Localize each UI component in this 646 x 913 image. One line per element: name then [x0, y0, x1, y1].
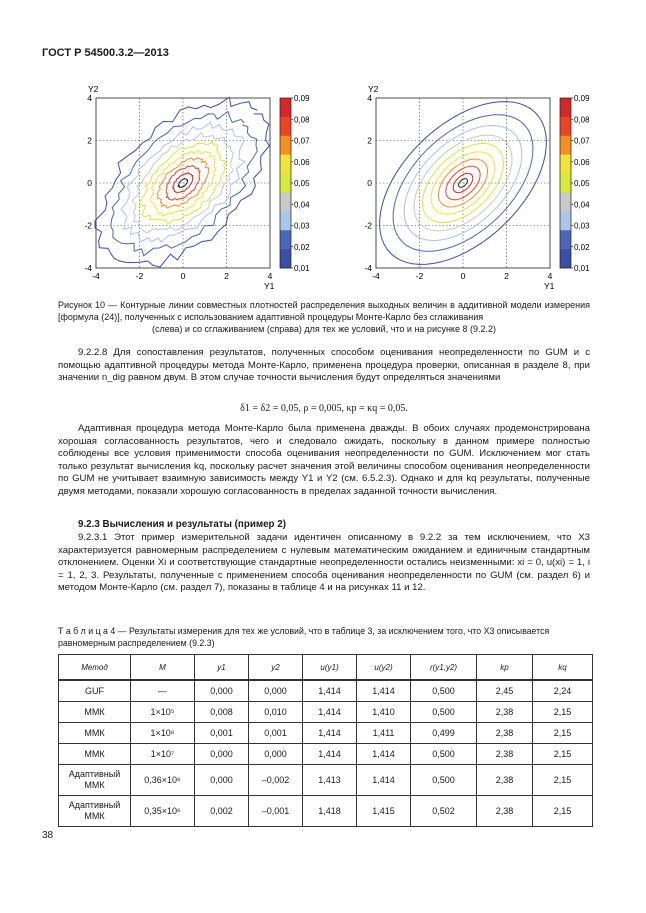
table-cell: 2,15 [533, 744, 593, 765]
table-cell: –0,002 [249, 765, 303, 796]
table-cell: 1×10⁶ [131, 723, 195, 744]
x-tick-label: 0 [180, 271, 186, 281]
table-cell: 1,411 [357, 723, 411, 744]
y-tick-label: -4 [364, 263, 372, 273]
table-cell: 1,410 [357, 702, 411, 723]
y-axis-label: Y2 [88, 84, 99, 94]
colorbar-segment [280, 155, 291, 174]
colorbar-tick-label: 0,03 [574, 221, 590, 231]
table-cell: 0,001 [249, 723, 303, 744]
colorbar-tick-label: 0,03 [294, 221, 310, 231]
y-tick-label: -2 [364, 220, 372, 231]
section-heading-9-2-3: 9.2.3 Вычисления и результаты (пример 2) [78, 519, 286, 530]
x-tick-label: 2 [504, 271, 509, 281]
x-tick-label: 4 [547, 271, 553, 281]
table-header-cell: u(y1) [303, 655, 357, 681]
x-tick-label: -2 [415, 271, 424, 281]
table-cell: 0,500 [411, 744, 477, 765]
table-cell: ММК [59, 744, 131, 765]
table-header-cell: kq [533, 655, 593, 681]
table-cell: — [131, 680, 195, 702]
table-cell: 1,413 [303, 765, 357, 796]
table-row [59, 765, 593, 796]
table-cell: 1,414 [303, 744, 357, 765]
table-cell: –0,001 [249, 796, 303, 827]
colorbar-segment [560, 249, 571, 268]
table-header-cell: y2 [249, 655, 303, 681]
x-tick-label: 2 [224, 271, 229, 281]
table-cell: 1,414 [303, 723, 357, 744]
y-tick-label: 2 [367, 135, 372, 146]
colorbar-segment [280, 211, 291, 230]
table-cell: 2,38 [477, 765, 533, 796]
x-axis-label: Y1 [544, 281, 555, 291]
table-cell: 1,415 [357, 796, 411, 827]
table-row [59, 702, 593, 723]
contour-plot-smoothed [320, 78, 600, 294]
table-cell: 2,38 [477, 796, 533, 827]
colorbar-segment [560, 211, 571, 230]
colorbar-tick-label: 0,02 [294, 242, 310, 252]
colorbar-segment [560, 98, 571, 117]
colorbar-segment [280, 98, 291, 117]
table-cell: 1×10⁵ [131, 702, 195, 723]
table-header-cell: y1 [195, 655, 249, 681]
table-cell: Адаптивный ММК [59, 796, 131, 827]
paragraph-9-2-3-1: 9.2.3.1 Этот пример измерительной задачи идентичен описанному в 9.2.2 за тем исключением, что X3 характеризуется равномерным распределением с нулевым математическим ожиданием и единичным стандартным отклонением. Оценки Xi и соответствующие стандартные неопределенности остались неизменными: xi = 0, u(xi) = 1, i = 1, 2, 3. Результаты, полученные с применением способа оценивания неопределенности по GUM (см. раздел 6) и методом Монте-Карло (см. раздел 7), показаны в таблице 4 и на рисунках 11 и 12. [58, 532, 590, 594]
figure-caption [58, 299, 590, 336]
table-cell: 0,35×10⁶ [131, 796, 195, 827]
table-cell: 0,000 [195, 744, 249, 765]
table-row [59, 744, 593, 765]
table-header-cell: Метод [59, 655, 131, 681]
colorbar-segment [280, 174, 291, 193]
table-cell: 0,002 [195, 796, 249, 827]
table-cell: GUF [59, 680, 131, 702]
results-table [58, 654, 593, 827]
colorbar-segment [280, 117, 291, 136]
colorbar-tick-label: 0,02 [574, 242, 590, 252]
y-tick-label: 0 [367, 178, 372, 188]
x-tick-label: 0 [460, 271, 466, 281]
y-tick-label: 0 [87, 178, 92, 188]
colorbar-tick-label: 0,04 [574, 200, 590, 210]
table-cell: 0,500 [411, 702, 477, 723]
colorbar-tick-label: 0,07 [574, 136, 590, 146]
table-cell: 1,414 [357, 744, 411, 765]
table-caption: Т а б л и ц а 4 — Результаты измерения для тех же условий, что в таблице 3, за исключением того, что X3 описывается равномерным распределением (9.2.3) [58, 626, 550, 648]
table-cell: 2,45 [477, 680, 533, 702]
table-cell: 2,24 [533, 680, 593, 702]
table-cell: 1,414 [357, 765, 411, 796]
caption-last-line: (слева) и со сглаживанием (справа) для тех же условий, что и на рисунке 8 (9.2.2) [151, 324, 496, 335]
table-cell: Адаптивный ММК [59, 765, 131, 796]
table-cell: 2,38 [477, 702, 533, 723]
colorbar-segment [280, 230, 291, 249]
x-tick-label: 4 [267, 271, 273, 281]
table-cell: 1,414 [303, 702, 357, 723]
table-row [59, 796, 593, 827]
table-cell: 0,36×10⁶ [131, 765, 195, 796]
colorbar-tick-label: 0,05 [574, 179, 590, 188]
colorbar-segment [560, 192, 571, 211]
colorbar-tick-label: 0,01 [574, 264, 590, 273]
colorbar-tick-label: 0,09 [574, 94, 590, 103]
table-cell: 0,500 [411, 680, 477, 702]
document-header: ГОСТ Р 54500.3.2—2013 [42, 47, 169, 59]
table-cell: 2,38 [477, 744, 533, 765]
colorbar-tick-label: 0,08 [574, 115, 590, 125]
colorbar-segment [560, 174, 571, 193]
y-tick-label: -4 [84, 263, 92, 273]
table-header-cell: u(y2) [357, 655, 411, 681]
colorbar-tick-label: 0,01 [294, 264, 310, 273]
formula-tolerances: δ1 = δ2 = 0,05, ρ = 0,005, κp = κq = 0,05. [240, 403, 408, 414]
colorbar-tick-label: 0,05 [294, 179, 310, 188]
contour-plot-unsmoothed [40, 78, 320, 294]
colorbar-tick-label: 0,08 [294, 115, 310, 125]
colorbar-segment [560, 117, 571, 136]
table-cell: 1,418 [303, 796, 357, 827]
table-cell: 0,502 [411, 796, 477, 827]
colorbar-segment [560, 136, 571, 155]
colorbar-segment [280, 192, 291, 211]
table-cell: ММК [59, 702, 131, 723]
table-cell: 1,414 [303, 680, 357, 702]
table-cell: 2,15 [533, 796, 593, 827]
y-tick-label: 2 [87, 135, 92, 146]
colorbar-tick-label: 0,07 [294, 136, 310, 146]
colorbar-tick-label: 0,06 [294, 157, 310, 167]
table-row [59, 723, 593, 744]
paragraph-9-2-2-8: 9.2.2.8 Для сопоставления результатов, полученных способом оценивания неопределенности по GUM и с помощью адаптивной процедуры метода Монте-Карло, применена процедура проверки, описанная в разделе 8, при значении n_dig равном двум. В этом случае точности вычисления будут определяться значениями [58, 347, 590, 384]
colorbar-segment [560, 230, 571, 249]
table-cell: 2,15 [533, 765, 593, 796]
table-cell: 0,008 [195, 702, 249, 723]
colorbar-tick-label: 0,04 [294, 200, 310, 210]
table-cell: 0,500 [411, 765, 477, 796]
x-tick-label: -4 [92, 271, 100, 281]
caption-main: Рисунок 10 — Контурные линии совместных плотностей распределения выходных величин в аддитивной модели измерения [формула (24)], полученных с использованием адаптивной процедуры Монте-Карло без сглаживания [58, 300, 590, 323]
table-cell: 2,38 [477, 723, 533, 744]
table-cell: 0,001 [195, 723, 249, 744]
colorbar-tick-label: 0,09 [294, 94, 310, 103]
table-header-cell: kp [477, 655, 533, 681]
table-cell: 1×10⁷ [131, 744, 195, 765]
table-cell: 2,15 [533, 702, 593, 723]
colorbar-segment [560, 155, 571, 174]
table-header-cell: r(y1,y2) [411, 655, 477, 681]
y-tick-label: 4 [367, 93, 372, 103]
table-cell: ММК [59, 723, 131, 744]
figure-10 [40, 78, 600, 294]
page-number: 38 [42, 830, 54, 841]
paragraph-adaptive-procedure: Адаптивная процедура метода Монте-Карло была применена дважды. В обоих случаях продемонстрирована хорошая согласованность результатов, чего и следовало ожидать, поскольку в данном примере полностью соблюдены все условия применимости способа оценивания неопределенности по GUM. Исключением мог стать только результат вычисления kq, поскольку расчет значения этой величины способом оценивания неопределенности по GUM не учитывает взаимную зависимость между Y1 и Y2 (см. 6.5.2.3). Однако и для kq результаты, полученные двумя методами, показали хорошую согласованность в пределах заданной точности вычисления. [58, 423, 590, 497]
y-axis-label: Y2 [368, 84, 379, 94]
table-cell: 0,499 [411, 723, 477, 744]
y-tick-label: -2 [84, 220, 92, 231]
x-tick-label: -2 [135, 271, 144, 281]
table-header-row [59, 655, 593, 681]
colorbar-segment [280, 249, 291, 268]
table-cell: 2,15 [533, 723, 593, 744]
table-cell: 0,000 [195, 765, 249, 796]
table-cell: 0,000 [195, 680, 249, 702]
x-axis-label: Y1 [264, 281, 275, 291]
table-cell: 0,000 [249, 680, 303, 702]
table-cell: 1,414 [357, 680, 411, 702]
table-cell: 0,010 [249, 702, 303, 723]
x-tick-label: -4 [372, 271, 380, 281]
table-cell: 0,000 [249, 744, 303, 765]
y-tick-label: 4 [87, 93, 92, 103]
table-header-cell: M [131, 655, 195, 681]
table-row [59, 680, 593, 702]
colorbar-segment [280, 136, 291, 155]
colorbar-tick-label: 0,06 [574, 157, 590, 167]
